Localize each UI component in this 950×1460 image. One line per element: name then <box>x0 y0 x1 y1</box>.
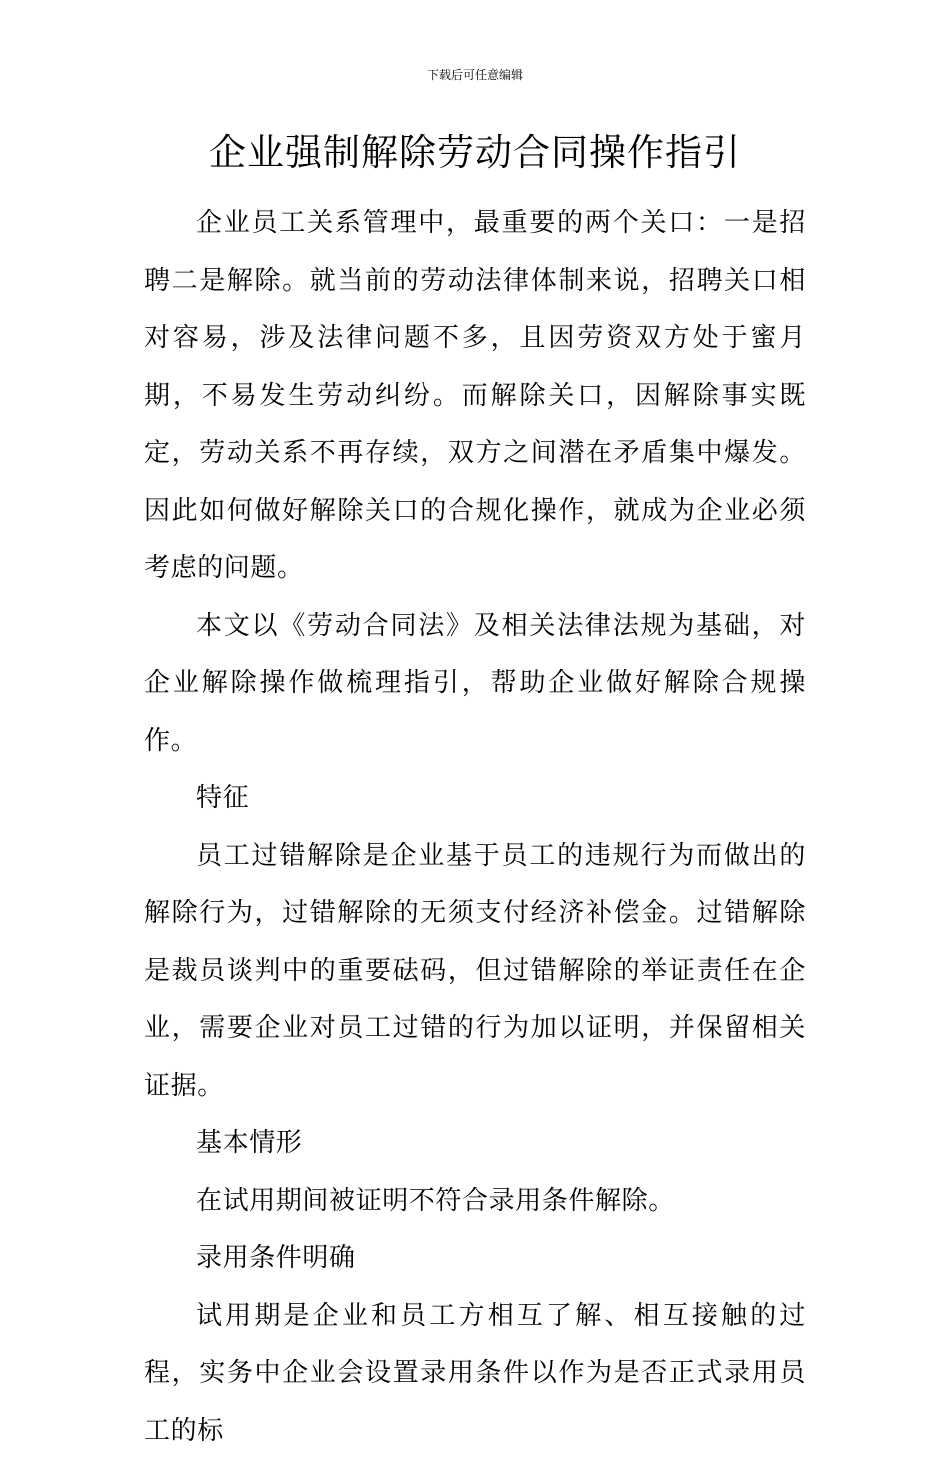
document-body <box>144 195 806 1460</box>
section-heading-basic-cases: 基本情形 <box>144 1115 806 1173</box>
section-heading-hiring-conditions: 录用条件明确 <box>144 1230 806 1288</box>
header-note: 下载后可任意编辑 <box>0 66 950 84</box>
paragraph-fault-dismissal: 员工过错解除是企业基于员工的违规行为而做出的解除行为，过错解除的无须支付经济补偿金。过错解除是裁员谈判中的重要砝码，但过错解除的举证责任在企业，需要企业对员工过错的行为加以证明，并保留相关证据。 <box>144 828 806 1116</box>
paragraph-probation-case: 在试用期间被证明不符合录用条件解除。 <box>144 1173 806 1231</box>
document-title: 企业强制解除劳动合同操作指引 <box>0 128 950 178</box>
paragraph-intro: 企业员工关系管理中，最重要的两个关口：一是招聘二是解除。就当前的劳动法律体制来说，招聘关口相对容易，涉及法律问题不多，且因劳资双方处于蜜月期，不易发生劳动纠纷。而解除关口，因解除事实既定，劳动关系不再存续，双方之间潜在矛盾集中爆发。因此如何做好解除关口的合规化操作，就成为企业必须考虑的问题。 <box>144 195 806 598</box>
section-heading-features: 特征 <box>144 770 806 828</box>
paragraph-probation-period: 试用期是企业和员工方相互了解、相互接触的过程，实务中企业会设置录用条件以作为是否正式录用员工的标 <box>144 1288 806 1460</box>
paragraph-purpose: 本文以《劳动合同法》及相关法律法规为基础，对企业解除操作做梳理指引，帮助企业做好解除合规操作。 <box>144 598 806 771</box>
